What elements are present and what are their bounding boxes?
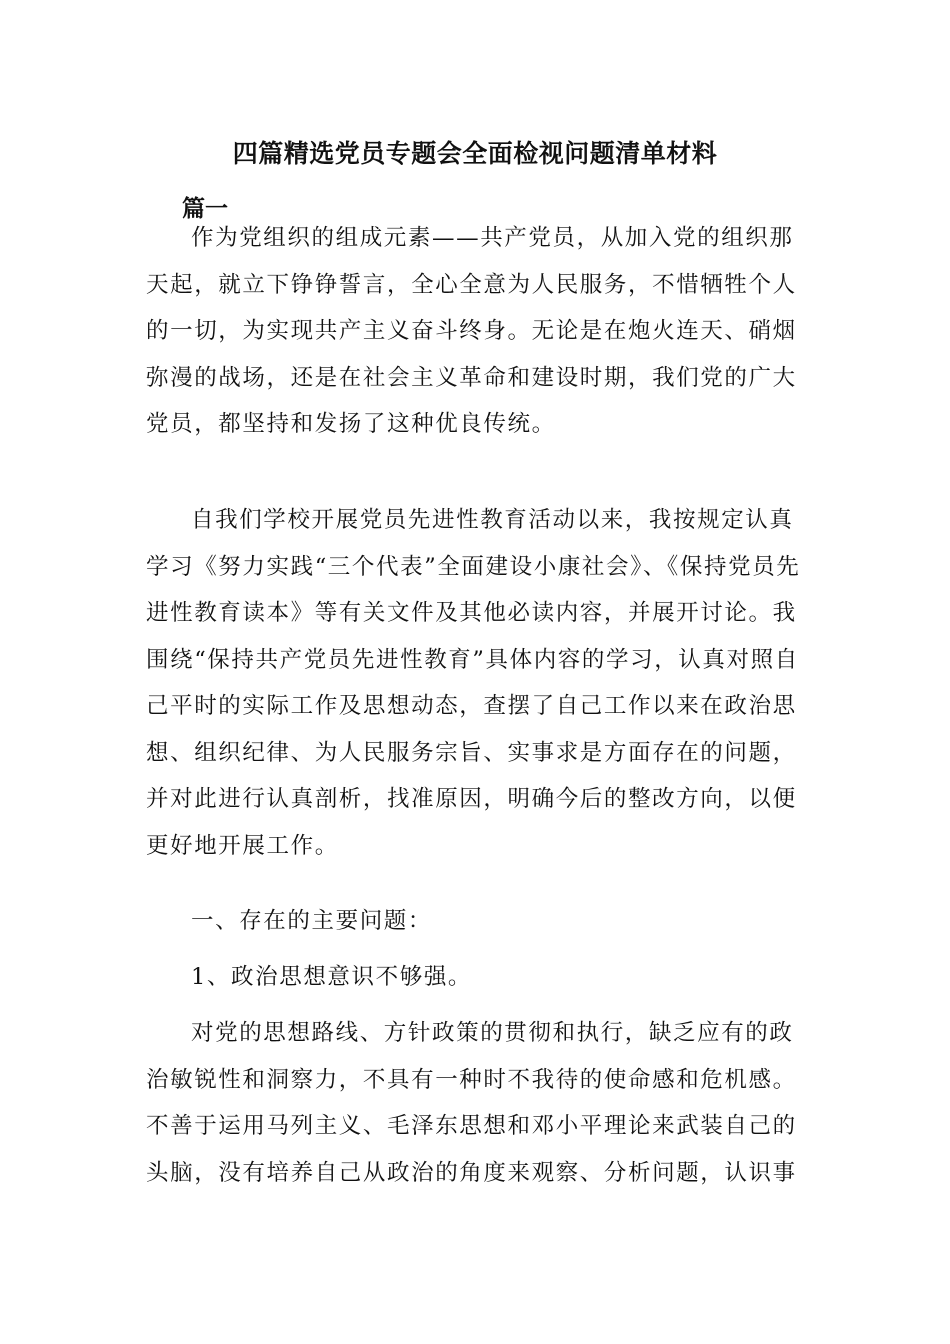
document-title: 四篇精选党员专题会全面检视问题清单材料 bbox=[232, 139, 718, 168]
section-heading: 篇一 bbox=[182, 195, 228, 222]
subheading-political-awareness: 1、政治思想意识不够强。 bbox=[191, 964, 473, 990]
subheading-main-problems: 一、存在的主要问题： bbox=[191, 908, 433, 934]
paragraph-education-activity: 自我们学校开展党员先进性教育活动以来，我按规定认真学习《努力实践“三个代表”全面建设小康社会》、《保持党员先进性教育读本》等有关文件及其他必读内容，并展开讨论。我围绕“保持共产党员先进性教育”具体内容的学习，认真对照自己平时的实际工作及思想动态，查摆了自己工作以来在政治思想、组织纪律、为人民服务宗旨、实事求是方面存在的问题，并对此进行认真剖析，找准原因，明确今后的整改方向，以便更好地开展工作。 bbox=[146, 507, 801, 859]
paragraph-political-awareness: 对党的思想路线、方针政策的贯彻和执行，缺乏应有的政治敏锐性和洞察力，不具有一种时不我待的使命感和危机感。不善于运用马列主义、毛泽东思想和邓小平理论来武装自己的头脑，没有培养自己从政治的角度来观察、分析问题，认识事 bbox=[146, 1020, 797, 1186]
paragraph-intro: 作为党组织的组成元素——共产党员，从加入党的组织那天起，就立下铮铮誓言，全心全意为人民服务，不惜牺牲个人的一切，为实现共产主义奋斗终身。无论是在炮火连天、硝烟弥漫的战场，还是在社会主义革命和建设时期，我们党的广大党员，都坚持和发扬了这种优良传统。 bbox=[146, 225, 797, 437]
